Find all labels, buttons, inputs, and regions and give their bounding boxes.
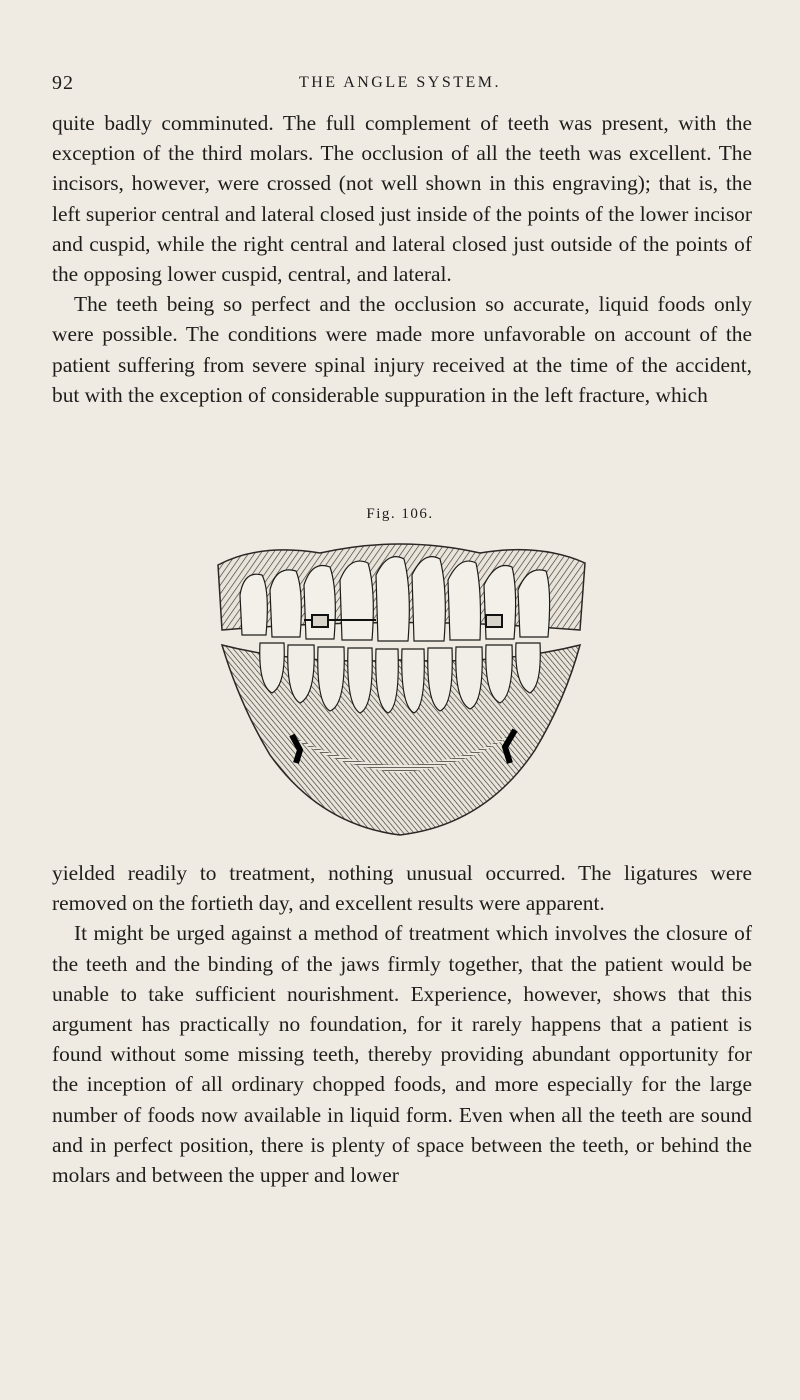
body-text-bottom	[52, 858, 752, 1190]
paragraph: yielded readily to treatment, nothing unusual occurred. The ligatures were removed on the fortieth day, and excellent results were apparent.	[52, 861, 752, 916]
body-text-top	[52, 108, 752, 410]
figure-label: Fig. 106.	[366, 506, 434, 522]
jaw-engraving-illustration	[200, 535, 600, 850]
paragraph: It might be urged against a method of treatment which involves the closure of the teeth and the binding of the jaws firmly together, that the patient would be unable to take sufficient nourishment. Experience, however, shows that this argument has practically no foundation, for it rarely happens that a patient is found without some missing teeth, thereby providing abundant opportunity for the inception of all ordinary chopped foods, and more especially for the large number of foods now available in liquid form. Even when all the teeth are sound and in perfect position, there is plenty of space between the teeth, or behind the molars and between the upper and lower	[52, 921, 752, 1188]
page-header	[52, 72, 748, 98]
page-number: 92	[52, 72, 74, 94]
running-head: THE ANGLE SYSTEM.	[298, 74, 502, 91]
paragraph: The teeth being so perfect and the occlusion so accurate, liquid foods only were possible. The conditions were made more unfavorable on account of the patient suffering from severe spinal injury received at the time of the accident, but with the exception of considerable suppuration in the left fracture, which	[52, 292, 752, 407]
figure-engraving	[200, 535, 600, 850]
paragraph: quite badly comminuted. The full complement of teeth was present, with the exception of the third molars. The occlusion of all the teeth was excellent. The incisors, however, were crossed (not well shown in this engraving); that is, the left superior central and lateral closed just inside of the points of the lower incisor and cuspid, while the right central and lateral closed just outside of the points of the opposing lower cuspid, central, and lateral.	[52, 111, 752, 287]
